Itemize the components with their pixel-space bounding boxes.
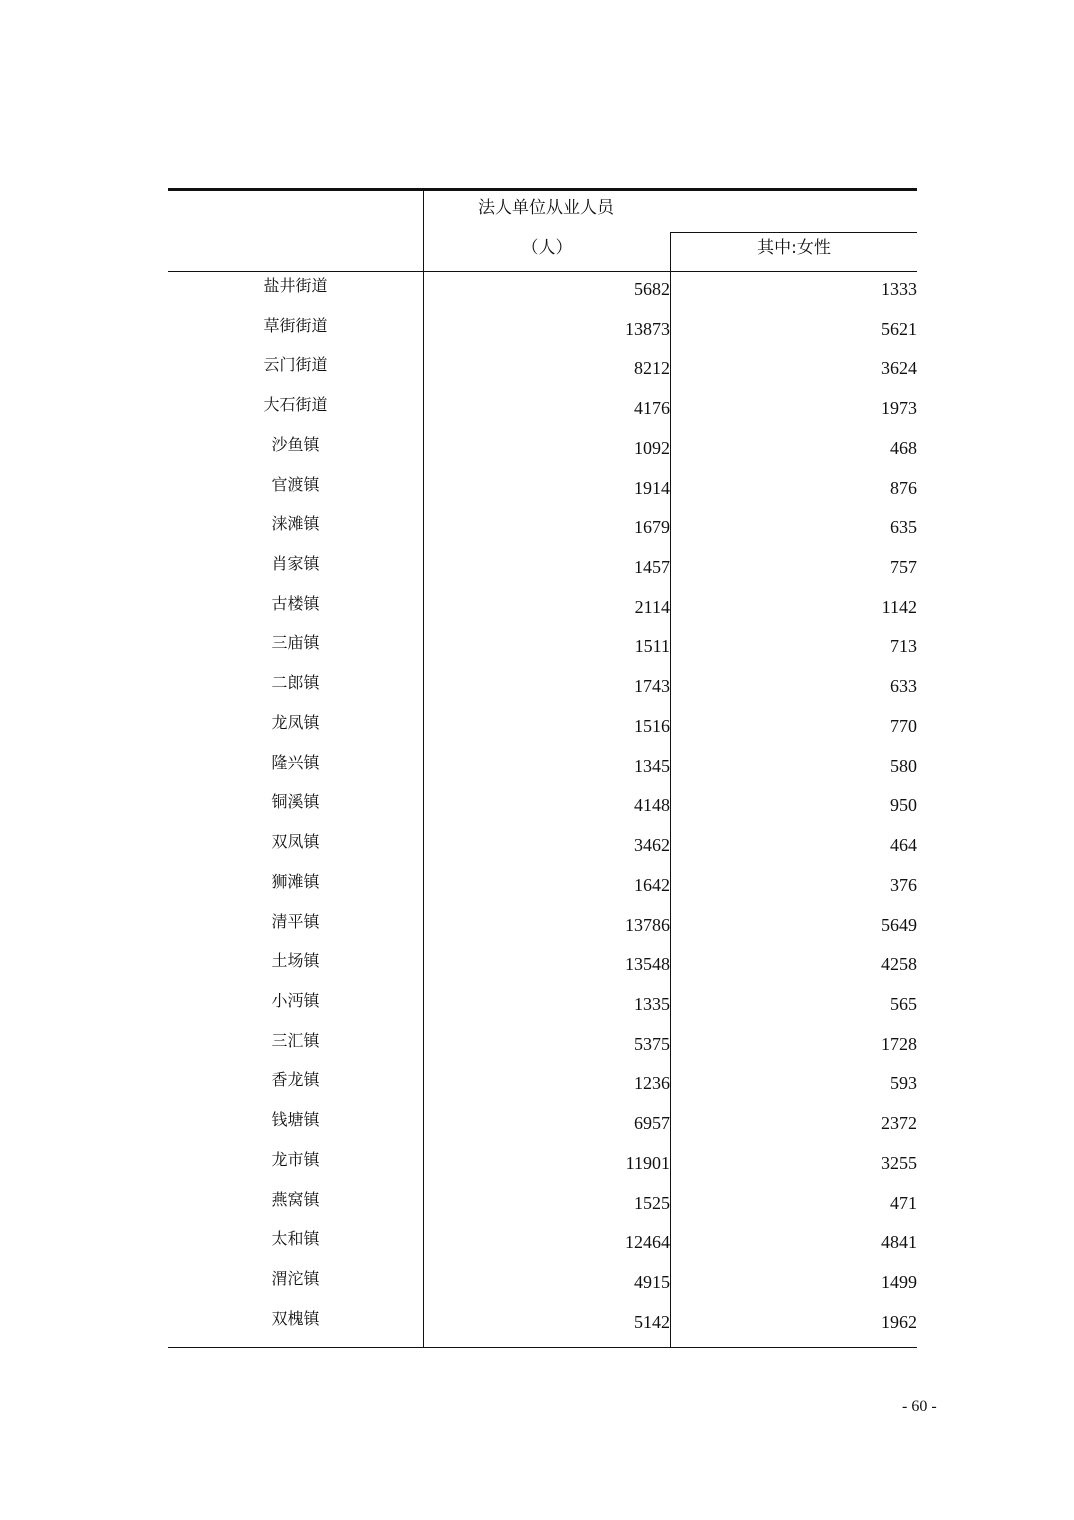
row-label: 草街街道	[263, 315, 328, 335]
employees-total-value: 13548	[625, 954, 670, 975]
table-row	[168, 1106, 917, 1146]
row-label: 土场镇	[271, 951, 320, 971]
female-employees-value: 770	[890, 715, 917, 736]
employees-total-value: 1642	[634, 874, 670, 895]
female-employees-value: 757	[890, 557, 917, 578]
employees-total-value: 1457	[634, 557, 670, 578]
female-employees-value: 468	[890, 437, 917, 458]
table-row	[168, 351, 917, 391]
employees-total-value: 8212	[634, 358, 670, 379]
employees-total-value: 1679	[634, 517, 670, 538]
row-label: 云门街道	[263, 355, 328, 375]
table-row	[168, 908, 917, 948]
female-employees-value: 876	[890, 477, 917, 498]
row-label: 二郎镇	[271, 673, 320, 693]
table-row	[168, 828, 917, 868]
table-row	[168, 510, 917, 550]
female-employees-value: 580	[890, 755, 917, 776]
row-label: 古楼镇	[271, 593, 320, 613]
table-row	[168, 669, 917, 709]
table-row	[168, 1027, 917, 1067]
table-row	[168, 1146, 917, 1186]
row-label: 沙鱼镇	[271, 434, 320, 454]
row-label: 清平镇	[271, 911, 320, 931]
row-label: 涞滩镇	[271, 514, 320, 534]
column-title-female: 其中:女性	[757, 238, 831, 258]
row-label: 隆兴镇	[271, 752, 320, 772]
table-row	[168, 749, 917, 789]
subheader-rule	[670, 232, 917, 233]
row-label: 铜溪镇	[271, 792, 320, 812]
table-row	[168, 391, 917, 431]
table-body	[168, 272, 917, 1348]
female-employees-value: 5621	[881, 318, 917, 339]
female-employees-value: 950	[890, 795, 917, 816]
table-row	[168, 312, 917, 352]
table-row	[168, 272, 917, 312]
row-label: 龙市镇	[271, 1149, 320, 1169]
table-row	[168, 987, 917, 1027]
employees-total-value: 12464	[625, 1232, 670, 1253]
table-header	[168, 191, 917, 272]
employees-total-value: 1345	[634, 755, 670, 776]
table-row	[168, 1305, 917, 1345]
table-row	[168, 1265, 917, 1305]
table-row	[168, 629, 917, 669]
employees-total-value: 13786	[625, 914, 670, 935]
female-employees-value: 471	[890, 1192, 917, 1213]
employees-total-value: 1743	[634, 676, 670, 697]
row-label: 盐井街道	[263, 276, 328, 295]
table-row	[168, 471, 917, 511]
page-number: - 60 -	[902, 1398, 937, 1415]
employees-total-value: 1236	[634, 1073, 670, 1094]
female-employees-value: 3624	[881, 358, 917, 379]
row-label: 燕窝镇	[271, 1189, 320, 1209]
female-employees-value: 4841	[881, 1232, 917, 1253]
female-employees-value: 713	[890, 636, 917, 657]
row-label: 三庙镇	[271, 633, 320, 653]
female-employees-value: 376	[890, 874, 917, 895]
table-row	[168, 431, 917, 471]
table-row	[168, 709, 917, 749]
employees-total-value: 4176	[634, 398, 670, 419]
female-employees-value: 1333	[881, 279, 917, 299]
row-label: 官渡镇	[271, 474, 320, 494]
row-label: 双凤镇	[271, 832, 320, 852]
female-employees-value: 565	[890, 993, 917, 1014]
employees-total-value: 5682	[634, 279, 670, 299]
column-title-employees: 法人单位从业人员	[478, 198, 614, 218]
employees-total-value: 1092	[634, 437, 670, 458]
employees-total-value: 1516	[634, 715, 670, 736]
employees-total-value: 1511	[634, 636, 670, 657]
row-label: 肖家镇	[271, 554, 320, 574]
employees-total-value: 3462	[634, 835, 670, 856]
employees-total-value: 1525	[634, 1192, 670, 1213]
row-label: 钱塘镇	[271, 1110, 320, 1130]
table-row	[168, 1225, 917, 1265]
female-employees-value: 3255	[881, 1152, 917, 1173]
female-employees-value: 1973	[881, 398, 917, 419]
row-label: 三汇镇	[271, 1030, 320, 1050]
column-unit: （人）	[521, 238, 573, 258]
female-employees-value: 4258	[881, 954, 917, 975]
table-row	[168, 590, 917, 630]
employees-total-value: 4148	[634, 795, 670, 816]
employees-total-value: 5375	[634, 1033, 670, 1054]
row-label: 大石街道	[263, 395, 328, 415]
female-employees-value: 2372	[881, 1113, 917, 1134]
female-employees-value: 1962	[881, 1311, 917, 1332]
table-rows	[168, 272, 917, 1344]
table-row	[168, 550, 917, 590]
female-employees-value: 635	[890, 517, 917, 538]
table-row	[168, 1066, 917, 1106]
female-employees-value: 1142	[881, 596, 917, 617]
row-label: 香龙镇	[271, 1070, 320, 1090]
female-employees-value: 1499	[881, 1271, 917, 1292]
row-label: 渭沱镇	[271, 1268, 320, 1288]
female-employees-value: 464	[890, 835, 917, 856]
row-label: 双槐镇	[271, 1308, 320, 1328]
female-employees-value: 5649	[881, 914, 917, 935]
table-row	[168, 788, 917, 828]
employees-total-value: 1335	[634, 993, 670, 1014]
employees-total-value: 1914	[634, 477, 670, 498]
employees-total-value: 6957	[634, 1113, 670, 1134]
employees-total-value: 5142	[634, 1311, 670, 1332]
female-employees-value: 633	[890, 676, 917, 697]
table-row	[168, 1186, 917, 1226]
row-label: 狮滩镇	[271, 871, 320, 891]
table-row	[168, 868, 917, 908]
row-label: 太和镇	[271, 1229, 320, 1249]
employees-total-value: 2114	[634, 596, 670, 617]
female-employees-value: 1728	[881, 1033, 917, 1054]
table-row	[168, 947, 917, 987]
employees-total-value: 4915	[634, 1271, 670, 1292]
row-label: 小沔镇	[271, 990, 320, 1010]
female-employees-value: 593	[890, 1073, 917, 1094]
employees-total-value: 11901	[625, 1152, 670, 1173]
employees-total-value: 13873	[625, 318, 670, 339]
row-label: 龙凤镇	[271, 712, 320, 732]
